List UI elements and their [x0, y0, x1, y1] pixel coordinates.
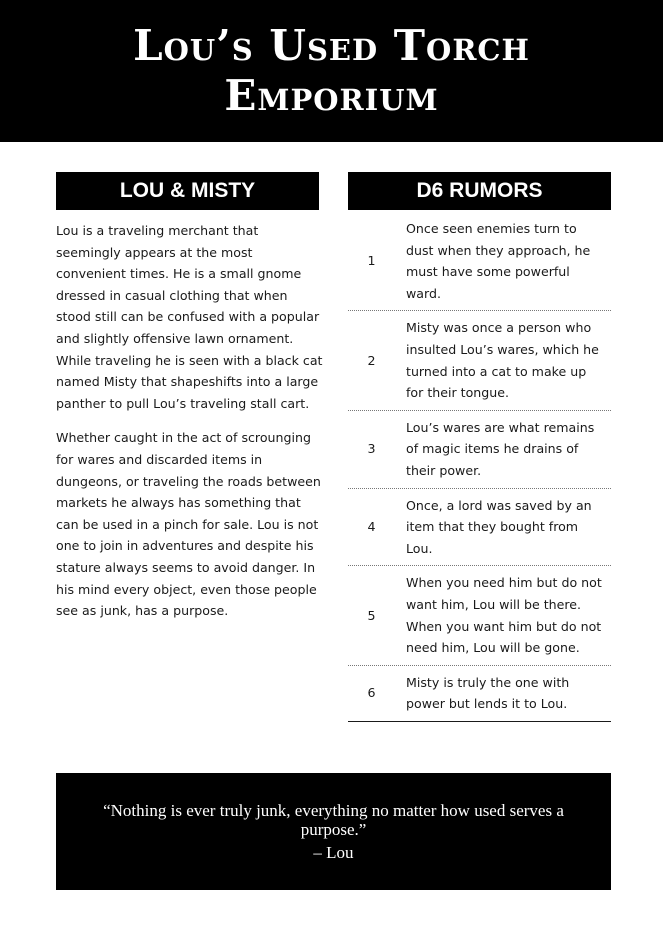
rumor-text: Misty was once a person who insulted Lou’s wares, which he turned into a cat to make up for their tongue. [406, 320, 599, 401]
rumor-text: When you need him but do not want him, Lou will be there. When you want him but do not need him, Lou will be gone. [406, 575, 602, 656]
rumor-row-6 [348, 672, 611, 721]
quote-attribution: – Lou [313, 843, 354, 862]
rumor-row-1 [348, 218, 611, 311]
lou-misty-body [56, 220, 324, 635]
title-banner [0, 0, 663, 142]
quote-text: “Nothing is ever truly junk, everything no matter how used serves a purpose.” [103, 801, 564, 839]
rumor-row-3 [348, 417, 611, 489]
section-heading-lou-misty: LOU & MISTY [56, 172, 319, 210]
rumor-number: 3 [367, 441, 376, 457]
rumor-number: 6 [367, 685, 376, 701]
page-title-line-2: Emporium [224, 71, 439, 120]
section-heading-rumors: D6 RUMORS [348, 172, 611, 210]
rumor-text: Lou’s wares are what remains of magic items he drains of their power. [406, 419, 595, 478]
quote-box [56, 773, 611, 890]
paragraph: Whether caught in the act of scrounging for wares and discarded items in dungeons, or traveling the roads between markets he always has something that can be used in a pinch for sale. Lou is not one to join in adventures and despite his stature always seems to avoid danger. In his mind every object, even those people see as junk, has a purpose. [56, 430, 321, 619]
rumor-row-5 [348, 572, 611, 665]
rumor-number: 2 [367, 352, 376, 368]
rumor-row-4 [348, 495, 611, 567]
rumor-number: 1 [367, 253, 376, 269]
rumor-number: 4 [367, 519, 376, 535]
rumor-number: 5 [367, 607, 376, 623]
page-title-line-1: Lou’s Used Torch [133, 21, 530, 70]
rumor-text: Once seen enemies turn to dust when they approach, he must have some powerful ward. [406, 221, 591, 301]
rumor-text: Misty is truly the one with power but lends it to Lou. [406, 674, 570, 712]
rumor-row-2 [348, 317, 611, 410]
paragraph: Lou is a traveling merchant that seemingly appears at the most convenient times. He is a small gnome dressed in casual clothing that when stood still can be confused with a popular and slightly offensive lawn ornament. While traveling he is seen with a black cat named Misty that shapeshifts into a large panther to pull Lou’s traveling stall cart. [56, 223, 323, 411]
rumors-table [348, 218, 611, 722]
rumor-text: Once, a lord was saved by an item that they bought from Lou. [406, 497, 592, 556]
